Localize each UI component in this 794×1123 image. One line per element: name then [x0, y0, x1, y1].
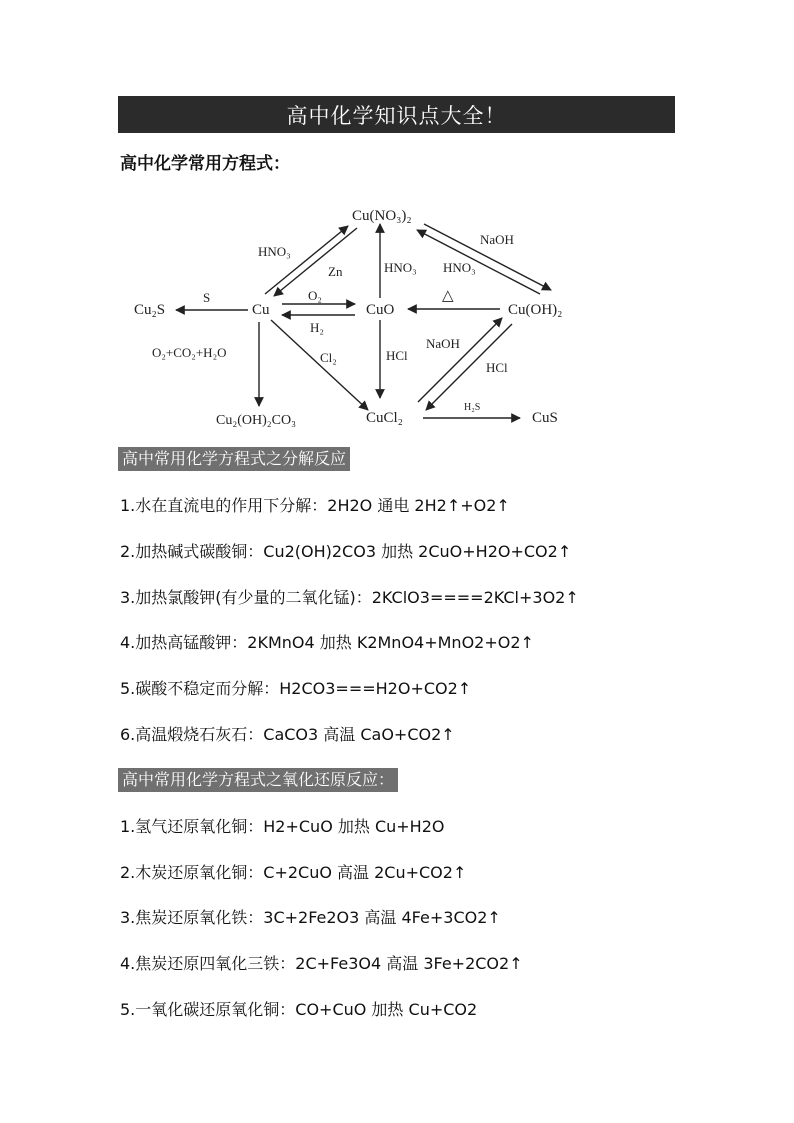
label-naoh-top: NaOH	[480, 232, 514, 247]
equation-line: 1.水在直流电的作用下分解：2H2O 通电 2H2↑+O2↑	[120, 496, 510, 515]
copper-reaction-diagram	[118, 190, 588, 440]
equation-line: 5.碳酸不稳定而分解：H2CO3===H2O+CO2↑	[120, 679, 472, 698]
equation-line: 6.高温煅烧石灰石：CaCO3 高温 CaO+CO2↑	[120, 725, 455, 744]
section-tag-decomposition: 高中常用化学方程式之分解反应	[118, 447, 350, 471]
node-cu2s: Cu₂S	[134, 302, 166, 318]
equation-line: 1.氢气还原氧化铜：H2+CuO 加热 Cu+H2O	[120, 817, 445, 836]
label-h2: H₂	[310, 320, 324, 335]
arrow-cuoh2-to-cuno3	[417, 230, 540, 294]
node-cu: Cu	[252, 302, 270, 318]
node-cuo: CuO	[366, 302, 395, 318]
equation-line: 4.加热高锰酸钾：2KMnO4 加热 K2MnO4+MnO2+O2↑	[120, 633, 534, 652]
label-hno3-right: HNO₃	[443, 260, 476, 275]
label-o2-co2-h2o: O₂+CO₂+H₂O	[152, 345, 227, 360]
equation-line: 3.焦炭还原氧化铁：3C+2Fe2O3 高温 4Fe+3CO2↑	[120, 908, 501, 927]
label-hno3-center: HNO₃	[384, 260, 417, 275]
label-h2s: H₂S	[464, 402, 481, 413]
node-cu-no3-2: Cu(NO₃)₂	[352, 208, 412, 224]
node-cu2-oh2-co3: Cu₂(OH)₂CO₃	[216, 413, 296, 428]
label-hcl-center: HCl	[386, 348, 408, 363]
equation-line: 5.一氧化碳还原氧化铜：CO+CuO 加热 Cu+CO2	[120, 1000, 478, 1019]
label-heat: △	[442, 288, 454, 304]
label-hcl-right: HCl	[486, 360, 508, 375]
label-zn: Zn	[328, 264, 343, 279]
equation-line: 3.加热氯酸钾(有少量的二氧化锰)：2KClO3====2KCl+3O2↑	[120, 588, 579, 607]
arrow-cuno3-to-cu	[274, 228, 357, 296]
arrow-cu-to-cuno3	[265, 226, 348, 294]
page-title: 高中化学知识点大全！	[118, 96, 675, 133]
node-cus: CuS	[532, 410, 558, 426]
label-cl2: Cl₂	[320, 350, 337, 365]
equation-line: 2.木炭还原氧化铜：C+2CuO 高温 2Cu+CO2↑	[120, 863, 467, 882]
equation-line: 4.焦炭还原四氧化三铁：2C+Fe3O4 高温 3Fe+2CO2↑	[120, 954, 523, 973]
label-naoh-bottom: NaOH	[426, 336, 460, 351]
label-hno3-left: HNO₃	[258, 244, 291, 259]
label-o2: O₂	[308, 288, 322, 303]
label-s: S	[203, 290, 211, 305]
node-cu-oh-2: Cu(OH)₂	[508, 302, 563, 318]
equation-line: 2.加热碱式碳酸铜：Cu2(OH)2CO3 加热 2CuO+H2O+CO2↑	[120, 542, 572, 561]
node-cucl2: CuCl₂	[366, 410, 403, 426]
section-tag-redox: 高中常用化学方程式之氧化还原反应：	[118, 768, 398, 792]
subtitle: 高中化学常用方程式：	[120, 154, 290, 174]
